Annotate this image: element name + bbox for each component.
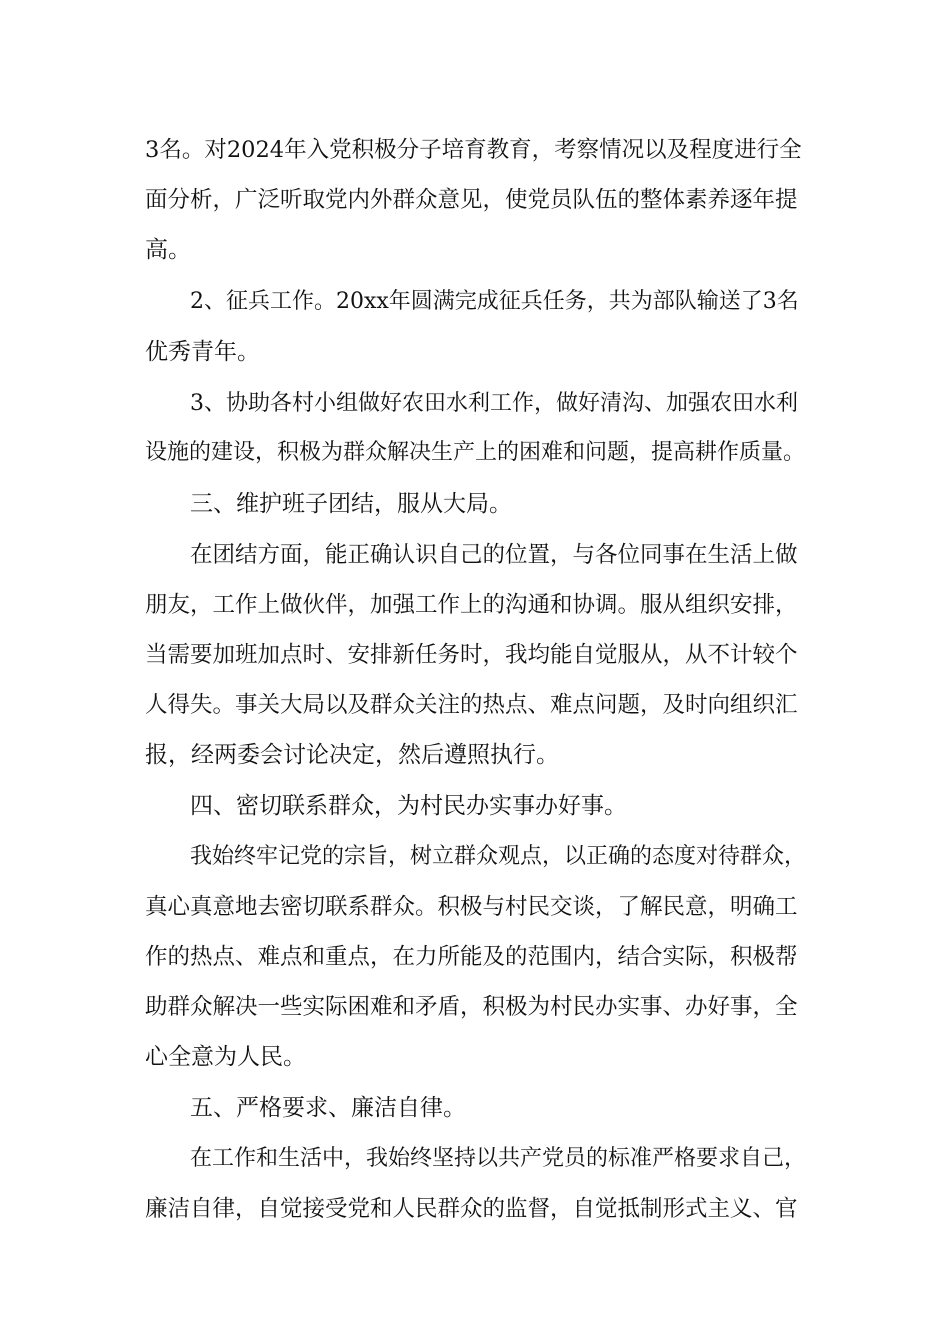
text-line: 人得失。事关大局以及群众关注的热点、难点问题，及时向组织汇 [145,692,798,718]
text-line: 设施的建设，积极为群众解决生产上的困难和问题，提高耕作质量。 [145,440,806,465]
text-line: 当需要加班加点时、安排新任务时，我均能自觉服从，从不计较个 [145,642,798,668]
text-line: 3名。对2024年入党积极分子培育教育，考察情况以及程度进行全 [145,137,802,163]
text-line: 真心真意地去密切联系群众。积极与村民交谈，了解民意，明确工 [145,894,798,920]
text-line: 朋友，工作上做伙伴，加强工作上的沟通和协调。服从组织安排， [145,592,798,618]
text-line: 心全意为人民。 [145,1044,306,1070]
text-line: 高。 [145,237,191,263]
text-line: 报，经两委会讨论决定，然后遵照执行。 [145,742,559,768]
text-line: 作的热点、难点和重点，在力所能及的范围内，结合实际，积极帮 [145,944,798,970]
text-line: 面分析，广泛听取党内外群众意见，使党员队伍的整体素养逐年提 [145,187,798,213]
section-heading: 四、密切联系群众，为村民办实事办好事。 [190,793,627,819]
text-line: 我始终牢记党的宗旨，树立群众观点，以正确的态度对待群众， [190,844,807,869]
text-line: 在工作和生活中，我始终坚持以共产党员的标准严格要求自己， [190,1146,807,1171]
text-line: 2、征兵工作。20xx年圆满完成征兵任务，共为部队输送了3名 [190,289,799,314]
section-heading: 三、维护班子团结，服从大局。 [190,491,512,517]
text-line: 在团结方面，能正确认识自己的位置，与各位同事在生活上做 [190,542,798,568]
text-line: 助群众解决一些实际困难和矛盾，积极为村民办实事、办好事，全 [145,994,798,1020]
text-line: 3、协助各村小组做好农田水利工作，做好清沟、加强农田水利 [190,391,798,416]
section-heading: 五、严格要求、廉洁自律。 [190,1095,466,1121]
text-line: 廉洁自律，自觉接受党和人民群众的监督，自觉抵制形式主义、官 [145,1196,798,1222]
text-line: 优秀青年。 [145,339,260,365]
